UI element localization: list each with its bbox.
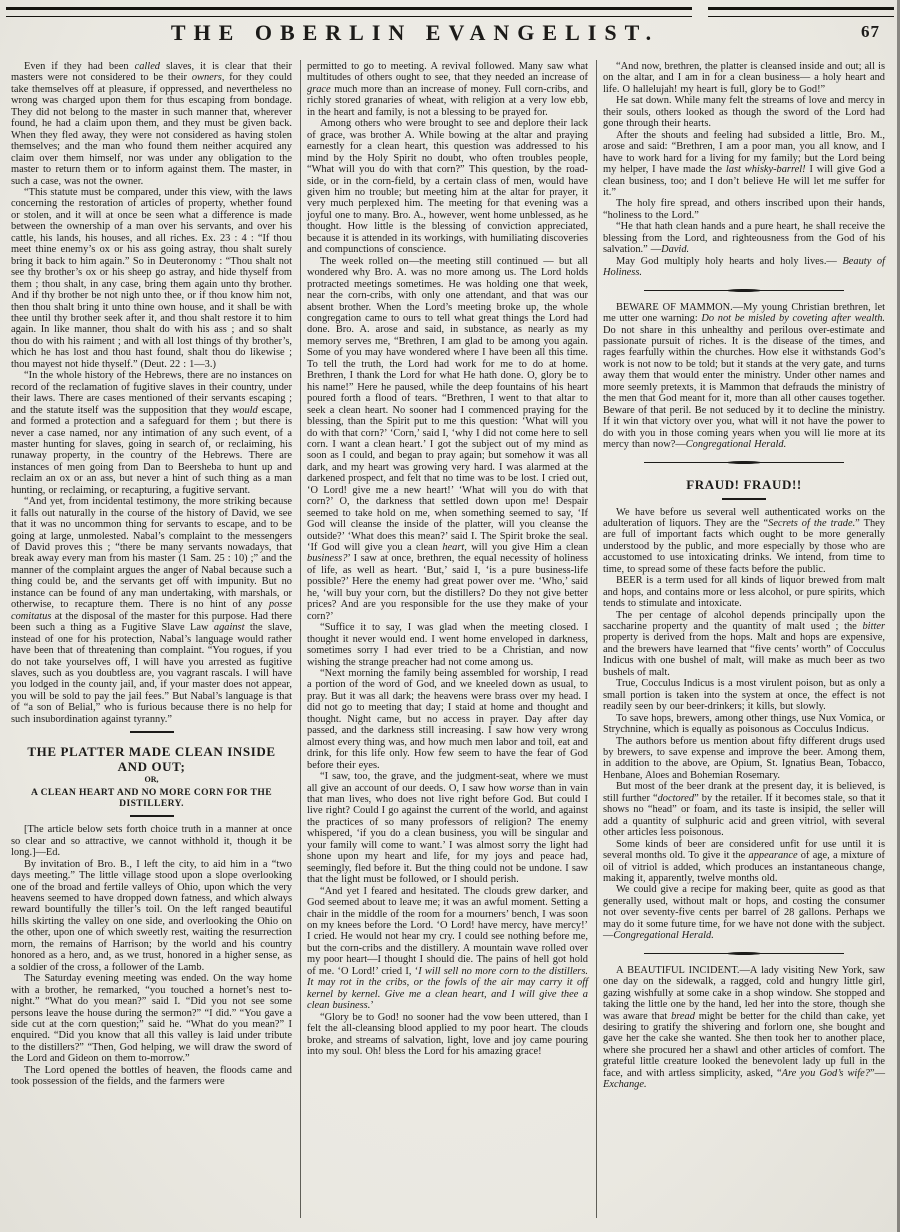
paragraph: “And now, brethren, the platter is cleansed inside and out; all is on the altar, and I am in for a clean business— a holy heart and life. O hallelujah! my heart is full, glory be to God!”: [603, 61, 885, 95]
paragraph: He sat down. While many felt the streams of love and mercy in their souls, others looked as though the sword of the Lord had gone through their hearts.: [603, 95, 885, 130]
paper-title: THE OBERLIN EVANGELIST.: [170, 20, 660, 45]
short-divider: [130, 731, 174, 733]
section-divider: [644, 288, 844, 294]
paragraph: The holy fire spread, and others inscribed upon their hands, “holiness to the Lord.”: [603, 198, 885, 221]
paragraph: BEWARE OF MAMMON.—My young Christian brethren, let me utter one warning: Do not be misled by coveting after wealth. Do not share in this unhealthy and perilous over-estimate and passionate pursuit of riches. It is the disease of the times, and rages fearfully within the churches. How else it withstands God’s work is not now to be told; but it stands at the very gate, and turns away them that would enter the ministry. Under other names and more seemly pretexts, it is Mammon that defrauds the ministry of the men that God meant for it, more than all other causes together. Beware of that peril. Be not seduced by it to decline the ministry. If it win that victory over you, what will it not have the power to do with you in those coming years when you will lie more at its mercy than now?—Congregational Herald.: [603, 301, 886, 451]
paragraph: Even if they had been called slaves, it is clear that their masters were not considered to be their owners, for they could take themselves off at pleasure, if oppressed, and nevertheless no wrong was charged upon them for thus escaping from bondage. They did not belong to the master in such manner that, wherever found, he had a claim upon them, and they must be given back. When they fled away, they were not considered as having stolen themselves; and the man who found them neither acquired any claim over them himself, nor was under any obligation to the master to return them or to inform against them. The master, in such a case, was not the owner.: [11, 61, 292, 187]
paragraph: After the shouts and feeling had subsided a little, Bro. M., arose and said: “Brethren, I am a poor man, you all know, and I have to work hard for a living for my family; but the Lord being my helper, I have made the last whisky-barrel! I will give God a clean business, too; and I don’t believe He will let me suffer for it.”: [603, 129, 885, 198]
paragraph: BEER is a term used for all kinds of liquor brewed from malt and hops, and contains more or less alcohol, or pure spirits, which tends to stimulate and intoxicate.: [603, 575, 885, 610]
paragraph: We have before us several well authenticated works on the adulteration of liquors. They are the “Secrets of the trade.” They are full of important facts which ought to be more generally understood by the public, and more especially by those who are accustomed to use intoxicating drinks. We intend, from time to time, to spread some of these facts before the public.: [603, 506, 885, 575]
paragraph: “He that hath clean hands and a pure heart, he shall receive the blessing from the Lord, and righteousness from the God of his salvation.” —David.: [603, 221, 885, 256]
short-divider: [722, 498, 766, 500]
paragraph: To save hops, brewers, among other things, use Nux Vomica, or Strychnine, which is equally as poisonous as Cocculus Indicus.: [603, 712, 885, 736]
article-subtitle: A CLEAN HEART AND NO MORE CORN FOR THE DISTILLERY.: [30, 787, 273, 810]
page-number: 67: [861, 22, 880, 41]
paragraph: “And yet, from incidental testimony, the more striking because it falls out naturally in the course of the history of David, we see that it was no uncommon thing for servants to escape, and to be going at large, unmolested. Nabal’s complaint to the messengers of David proves this ; “there be many servants nowadays, that break away every man from his master (1 Sam. 25 : 10) ;” and the manner of the complaint argues the anger of Nabal because such a thing could be, and the servants get off with impunity. But no instance can be found of any man undertaking, with marshals, or otherwise, to recapture them. There is no hint of any posse comitatus at the disposal of the master for this purpose. Had there been such a thing as a Fugitive Slave Law against the slave, instead of one for his protection, Nabal’s language would rather have been that of threatening than complaint. “You rogues, if you do not take yourselves off, I will have you arrested as fugitive slaves, such as you doubtless are, you vagrant rascals. I will have you lodged in the county jail, and, if your master does not appear, you will be sold to pay the jail fees.” But Nabal’s language is that of “a son of Belial,” who is furious because there is no help for such insubordination against tyranny.”: [11, 496, 292, 725]
section-divider: [644, 951, 844, 957]
paragraph: Some kinds of beer are considered unfit for use until it is several months old. To give it the appearance of age, a mixture of oil of vitriol is added, which produces an instantaneous change, making it, apparently, twelve months old.: [603, 838, 885, 884]
section-divider: [644, 460, 844, 466]
paragraph: The week rolled on—the meeting still continued — but all wondered why Bro. A. was no more among us. The Lord holds protracted meetings sometimes. He was holding one that week, near the corn-cribs, with only one attendant, and that was our absent brother. When the Lord’s meeting broke up, the whole congregation came to ours to tell what great things the Lord had done. Bro. A. arose and said, in substance, as nearly as my memory serves me, “Brethren, I am glad to be among you again. Some of you may have wondered where I have been all this time. To tell the truth, the Lord had work for me to do at home. Brethren, I thank the Lord for what He hath done. O, glory be to his name!” Here he paused, while the deep fountains of his heart poured forth a flood of tears. “Brethren, I went to that altar to seek a clean heart. No sooner had I commenced praying for the blessing, than the Spirit put to me this question: ‘What will you do with that corn?’ ‘Corn,’ said I, ‘why I did not come here to sell corn. I want a clean heart.’ I got the subject out of my mind as soon as I could, and began to pray again; but somehow it was all dark, and my heart was growing very hard. I was alarmed at the darkened prospect, and felt that no time was to be lost. I cried out, ‘O Lord! give me a new heart!’ ‘What will you do with that corn?’ O, the darkness that settled down upon me! Despair seemed to take hold on me, when something seemed to say, ‘If God will cleanse the inside of the platter, will you cleanse the outside?’ ‘What does this mean?’ said I. The Spirit broke the seal. ‘If God will give you a clean heart, will you give Him a clean business?’ I saw at once, brethren, the equal necessity of holiness of life, as well as heart. ‘But,’ said I, ‘is a pure business-life possible?’ Here the enemy had great power over me. ‘Who,’ said he, ‘will buy your corn, but the distillers? Do they not give better prices? And are you responsible for the use they make of your corn?’: [307, 255, 588, 622]
masthead-rules: [4, 7, 896, 17]
paragraph: “Glory be to God! no sooner had the vow been uttered, than I felt the all-cleansing blood applied to my poor heart. The clouds broke, and streams of salvation, light, love and joy came pouring into my soul. Oh! bless the Lord for his amazing grace!: [307, 1011, 588, 1057]
masthead: [0, 0, 900, 54]
paragraph: True, Cocculus Indicus is a most virulent poison, but as only a small portion is taken into the system at once, the effect is not readily seen by our beer-drinkers; it kills, but slowly.: [603, 678, 885, 713]
article-columns: [0, 54, 900, 1218]
paragraph: The authors before us mention about fifty different drugs used by brewers, to save expense and improve the beer. Among them, in addition to the above, are Opium, St. Ignatius Bean, Tobacco, Henbane, Aloes and Bohemian Rosemary.: [603, 735, 885, 781]
article-title: FRAUD! FRAUD!!: [686, 476, 802, 492]
paragraph: The per centage of alcohol depends principally upon the saccharine property and the quantity of malt used ; the bitter property is derived from the hops. Malt and hops are expensive, and the brewers have learned that “five cents’ worth” of Cocculus Indicus with one bushel of malt, will make as much beer as two bushels of malt.: [603, 609, 885, 678]
paragraph: “I saw, too, the grave, and the judgment-seat, where we must all give an account of our deeds. O, I saw how worse than in vain that man lives, who does not live right before God. But could I live right? Could I go against the current of the world, and against the practices of so many professors of religion? The enemy whispered, ‘if you do a clean business, you will be singular and your family will come to want.’ I was almost sorry the light had shone upon my heart and life, for my joys and peace had, seemingly, fled before it. But the thing could not be undone. I saw that the light must be followed, or I should perish.: [307, 771, 588, 886]
column-1: [5, 60, 301, 1218]
paragraph: [The article below sets forth choice truth in a manner at once so clear and so attractive, we cannot withhold it, though it be long.]—Ed.: [11, 824, 292, 859]
paragraph: “Suffice it to say, I was glad when the meeting closed. I thought it never would end. I went home enveloped in darkness, sometimes sorry I had ever tried to be a Christian, and now wishing the strange preacher had not come among us.: [307, 622, 588, 668]
paragraph: May God multiply holy hearts and holy lives.— Beauty of Holiness.: [603, 255, 885, 279]
column-2: [301, 60, 597, 1218]
paragraph: Among others who were brought to see and deplore their lack of grace, was brother A. While bowing at the altar and praying earnestly for a clean heart, this question was addressed to his mind by the Holy Spirit no doubt, who often troubles people, “What will you do with that corn?” This question, by the road-side, or in the corn-field, by a certain class of men, would have given him no trouble; but meeting him at the altar for prayer, it very much perplexed him. The meeting for that evening was a joyful one to many. Bro. A., however, went home unblessed, as he thought. How little is the blessing of conviction appreciated, because it is attended in its workings, with humiliating discoveries and compunctions of conscience.: [307, 118, 588, 256]
paragraph: “In the whole history of the Hebrews, there are no instances on record of the reclamation of fugitive slaves in their country, under their laws. There are cases mentioned of their servants escaping ; and the statute itself was the supposition that they would escape, and formed a protection and a safeguard for them ; but there is never a case named, nor any intimation of any such event, of a master hunting for slaves, going in search of, or reclaiming, his runaway property, in the country of the Hebrews. There are instances of men going from Dan to Beersheba to hunt up and reclaim an ox or an ass, but never a hint of such thing as a man hunting, or reclaiming, or recapturing, a fugitive servant.: [11, 370, 292, 496]
paragraph: The Saturday evening meeting was ended. On the way home with a brother, he remarked, “you touched a hornet’s nest to-night.” “What do you mean?” said I. “Did you not see some persons leave the house during the sermon?” “I did.” “You gave a side cut at the corn question;” said he. “What do you mean?” I enquired. “Did you know that all this valley is laid under tribute to the distillers?” “Then, God helping, we will draw the sword of the Lord and Gideon on them to-morrow.”: [11, 973, 292, 1065]
paragraph: By invitation of Bro. B., I left the city, to aid him in a “two days meeting.” The little village stood upon a slope overlooking one of the broad and fertile valleys of Ohio, upon which the very heavens seemed to have dropped down fatness, and which always reward bountifully the tiller’s toil. On the left ranged beautiful hills skirting the valley on one side, and overlooking the Ohio on the other, upon one of which sweetly rest, waiting the resurrection morn, the remains of Harrison; by the world and his country honored as a hero, and, as we trust, honored in a higher sense, as a soldier of the cross, a follower of the Lamb.: [11, 858, 292, 973]
paragraph: We could give a recipe for making beer, quite as good as that generally used, without malt or hops, and costing the consumer not over seventy-five cents per barrel of 28 gallons. Perhaps we may do it some future time, for we have not done with the subject.—Congregational Herald.: [603, 884, 885, 942]
paragraph: A BEAUTIFUL INCIDENT.—A lady visiting New York, saw one day on the sidewalk, a ragged, cold and hungry little girl, gazing wishfully at some cake in a shop window. She stopped and taking the little one by the hand, led her into the store, though she was aware that bread might be better for the child than cake, yet desiring to gratify the shivering and forlorn one, she bought and gave her the cake she wanted. She then took her to another place, where she procured her a shawl and other articles of comfort. The grateful little creature looked the benevolent lady up full in the face, and with artless simplicity, asked, “Are you God’s wife?”—Exchange.: [603, 964, 885, 1091]
paragraph: “And yet I feared and hesitated. The clouds grew darker, and God seemed about to leave me; it was an awful moment. Setting a chair in the middle of the room for a mourners’ bench, I was soon on my knees before the Lord. ‘O Lord! have mercy, have mercy!’ I cried. He would not hear my cry. I could see nothing before me, but the corn-cribs and the distillery. A mountain wave rolled over my poor heart—I thought I should die. The pains of hell got hold of me. ‘O Lord!’ cried I, ‘I will sell no more corn to the distillers. It may rot in the cribs, or the fowls of the air may carry it off kernel by kernel. Give me a clean heart, and I will give thee a clean business.’: [307, 885, 588, 1012]
paragraph-continued: permitted to go to meeting. A revival followed. Many saw what multitudes of others ought to see, that they needed an increase of grace much more than an increase of money. Full corn-cribs, and richly stored granaries of wheat, with religion at a very low ebb, in the heart and family, is not a blessing to be prayed for.: [307, 61, 588, 118]
paragraph: But most of the beer drank at the present day, it is believed, is still further “doctored” by the retailer. If it becomes stale, so that it shows no “head” or foam, and its taste is insipid, the seller will add a quantity of sulphuric acid and green vitriol, with several other articles less poisonous.: [603, 781, 885, 839]
article-or-line: OR,: [144, 775, 159, 785]
paragraph: The Lord opened the bottles of heaven, the floods came and took possession of the fields, and the farmers were: [11, 1064, 292, 1088]
paragraph: “This statute must be compared, under this view, with the laws concerning the restoration of articles of property, whether found or stolen, and it will at once be seen what a difference is made between the ownership of a man over his servants, and over his cattle, his lands, his houses, and all riches. Ex. 23 : 4 : “If thou meet thine enemy’s ox or his ass going astray, thou shalt surely bring it back to him again.” So in Deuteronomy : “Thou shalt not see thy brother’s ox or his sheep go astray, and hide thyself from them ; thou shalt, in any case, bring them again unto thy brother. And if thy brother be not nigh unto thee, or if thou know him not, then thou shalt bring it unto thine own house, and it shall be with thee until thy brother seek after it, and thou shalt restore it to him again. In like manner, thou shalt do with his ass ; and so shalt thou do with his raiment ; and with all lost things of thy brother’s, which he has lost and thou hast found, shalt thou do likewise ; thou mayest not hide thyself.” (Deut. 22 : 1—3.): [11, 186, 292, 370]
short-divider: [130, 815, 174, 817]
masthead-rule-right: [708, 7, 894, 17]
column-3: [597, 60, 893, 1218]
masthead-rule-left: [6, 7, 692, 17]
paragraph: “Next morning the family being assembled for worship, I read a portion of the word of God, and we kneeled down as usual, to pray. But it was all dark; the heavens were brass over my head. I did not go to meeting that day; I staid at home and thought and thought. Night came, but no access in prayer. Day after day passed, and the darkness still increasing. I saw how very wrong almost every thing was, and how much men labor and toil, eat and drink, for this life only. How few seem to have the fear of God before their eyes.: [307, 668, 588, 771]
article-title: THE PLATTER MADE CLEAN INSIDE AND OUT;: [27, 744, 276, 775]
